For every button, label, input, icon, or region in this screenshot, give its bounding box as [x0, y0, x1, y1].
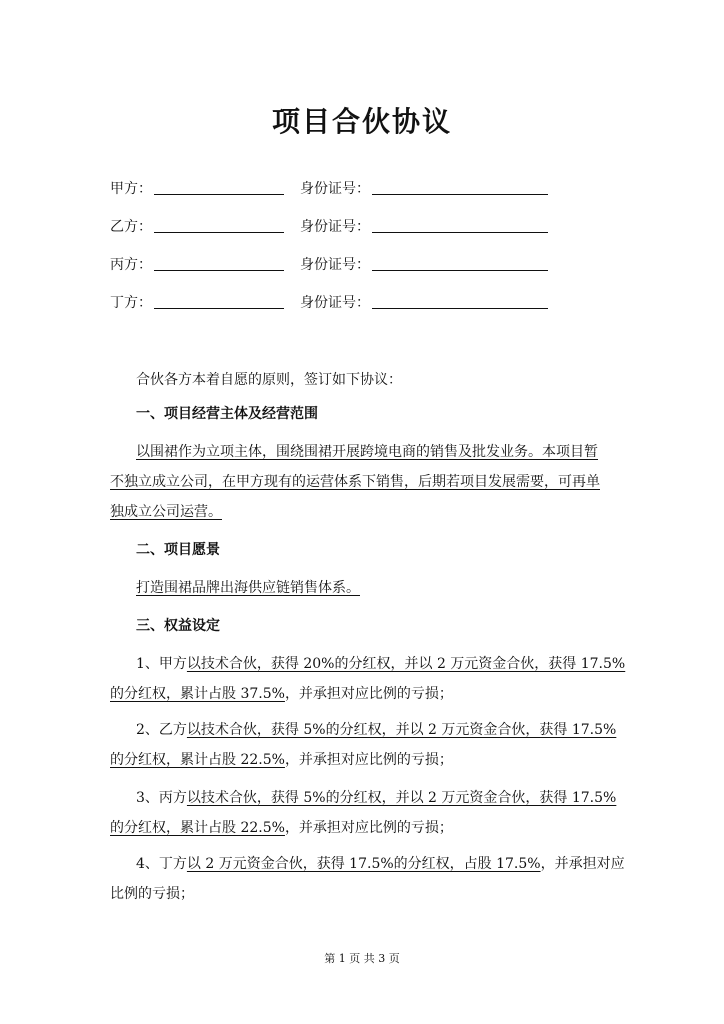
equity-item-3-line1: [136, 788, 616, 808]
item-mid: ，并承担对应: [540, 856, 625, 872]
item-suffix: ，并承担对应比例的亏损；: [284, 820, 453, 836]
id-blank[interactable]: [372, 270, 548, 271]
id-blank[interactable]: [372, 308, 548, 309]
equity-item-2-line2: [110, 750, 453, 770]
item-terms: 以技术合伙，获得 5%的分红权，并以 2 万元资金合伙，获得 17.5%: [186, 722, 617, 738]
item-prefix: 1、甲方: [136, 656, 187, 672]
id-label: 身份证号：: [300, 257, 370, 273]
equity-item-2-line1: [136, 720, 616, 740]
item-prefix: 4、丁方: [136, 856, 187, 872]
equity-item-4-line1: [136, 854, 625, 874]
id-label: 身份证号：: [300, 219, 370, 235]
page-footer: 第 1 页 共 3 页: [324, 952, 400, 965]
item-suffix: ，并承担对应比例的亏损；: [284, 686, 453, 702]
party-label: 丙方：: [110, 257, 152, 273]
equity-item-1-line1: [136, 654, 625, 674]
item-terms: 以技术合伙，获得 20%的分红权，并以 2 万元资金合伙，获得 17.5%: [186, 656, 626, 672]
section1-line: 独成立公司运营。: [110, 504, 222, 520]
id-blank[interactable]: [372, 194, 548, 195]
id-label: 身份证号：: [300, 181, 370, 197]
item-terms: 以技术合伙，获得 5%的分红权，并以 2 万元资金合伙，获得 17.5%: [186, 790, 617, 806]
equity-item-4-line2: 比例的亏损；: [110, 886, 194, 902]
section1-line: 以围裙作为立项主体，围绕围裙开展跨境电商的销售及批发业务。本项目暂: [136, 444, 598, 460]
name-blank[interactable]: [154, 270, 284, 271]
name-blank[interactable]: [154, 308, 284, 309]
id-blank[interactable]: [372, 232, 548, 233]
section2-line: 打造围裙品牌出海供应链销售体系。: [136, 580, 360, 596]
section2-heading: 二、项目愿景: [136, 542, 220, 558]
equity-item-1-line2: [110, 684, 453, 704]
name-blank[interactable]: [154, 194, 284, 195]
document-title: 项目合伙协议: [271, 105, 452, 138]
party-label: 丁方：: [110, 295, 152, 311]
item-terms: 的分红权，累计占股 37.5%: [110, 686, 285, 702]
section1-heading: 一、项目经营主体及经营范围: [136, 406, 318, 422]
party-label: 乙方：: [110, 219, 152, 235]
item-terms: 的分红权，累计占股 22.5%: [110, 820, 285, 836]
section3-heading: 三、权益设定: [136, 618, 220, 634]
item-suffix: ，并承担对应比例的亏损；: [284, 752, 453, 768]
item-terms: 的分红权，累计占股 22.5%: [110, 752, 285, 768]
intro-text: 合伙各方本着自愿的原则，签订如下协议：: [136, 372, 402, 388]
equity-item-3-line2: [110, 818, 453, 838]
item-prefix: 2、乙方: [136, 722, 187, 738]
item-terms: 以 2 万元资金合伙，获得 17.5%的分红权，占股 17.5%: [186, 856, 541, 872]
name-blank[interactable]: [154, 232, 284, 233]
party-label: 甲方：: [110, 181, 152, 197]
section1-line: 不独立成立公司，在甲方现有的运营体系下销售，后期若项目发展需要，可再单: [110, 474, 600, 490]
id-label: 身份证号：: [300, 295, 370, 311]
item-prefix: 3、丙方: [136, 790, 187, 806]
